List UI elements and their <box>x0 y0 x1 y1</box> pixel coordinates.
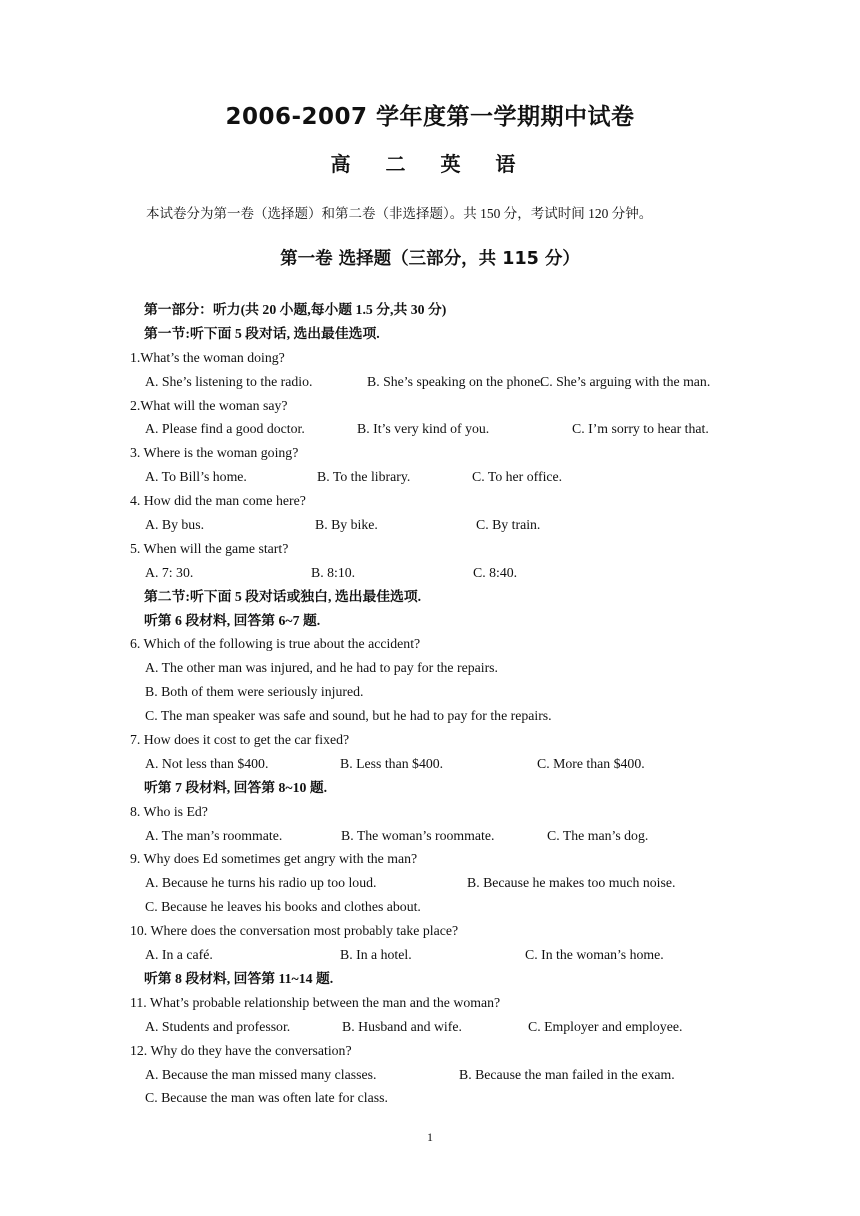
section-heading: 听第 7 段材料, 回答第 8~10 题. <box>144 779 328 795</box>
page-number: 1 <box>427 1130 433 1144</box>
answer-option-b: B. By bike. <box>315 517 378 533</box>
answer-option: C. Because he leaves his books and clothes about. <box>145 899 421 915</box>
answer-options-row <box>130 871 770 895</box>
answer-option-c: C. To her office. <box>472 469 563 485</box>
answer-option-a: A. She’s listening to the radio. <box>145 373 313 389</box>
answer-option-a: A. Not less than $400. <box>145 755 269 771</box>
answer-option-a: A. By bus. <box>145 517 205 533</box>
question-stem: 9. Why does Ed sometimes get angry with the man? <box>130 851 418 867</box>
answer-options-row <box>130 370 770 394</box>
section-heading: 听第 6 段材料, 回答第 6~7 题. <box>144 612 321 628</box>
answer-option-c: C. In the woman’s home. <box>525 947 664 963</box>
answer-option-a: A. Students and professor. <box>145 1018 291 1034</box>
answer-options-row <box>130 943 770 967</box>
answer-option-b: B. Husband and wife. <box>342 1018 462 1034</box>
answer-option-b: B. To the library. <box>317 469 411 485</box>
question-stem: 12. Why do they have the conversation? <box>130 1042 352 1058</box>
exam-subject: 高 二 英 语 <box>330 152 530 176</box>
answer-option-a: A. The man’s roommate. <box>145 827 283 843</box>
answer-options-row <box>130 824 770 848</box>
answer-options-row <box>130 1015 770 1039</box>
answer-option-c: C. By train. <box>476 517 541 533</box>
answer-options-row <box>130 1063 770 1087</box>
answer-option: C. The man speaker was safe and sound, but he had to pay for the repairs. <box>145 708 552 724</box>
section-heading: 听第 8 段材料, 回答第 11~14 题. <box>144 970 334 986</box>
answer-option: A. The other man was injured, and he had to pay for the repairs. <box>145 660 498 676</box>
answer-options-row <box>130 513 770 537</box>
answer-option-b: B. In a hotel. <box>340 947 412 963</box>
answer-option-b: B. Less than $400. <box>340 755 444 771</box>
question-stem: 1.What’s the woman doing? <box>130 349 285 365</box>
question-stem: 8. Who is Ed? <box>130 803 208 819</box>
answer-option-b: B. It’s very kind of you. <box>357 421 490 437</box>
answer-option: B. Both of them were seriously injured. <box>145 684 364 700</box>
question-stem: 3. Where is the woman going? <box>130 445 299 461</box>
answer-option-a: A. 7: 30. <box>145 564 194 580</box>
answer-option-a: A. To Bill’s home. <box>145 469 247 485</box>
section-heading: 第二节:听下面 5 段对话或独白, 选出最佳选项. <box>144 588 422 604</box>
answer-option-a: A. Please find a good doctor. <box>145 421 305 437</box>
answer-option-b: B. Because he makes too much noise. <box>467 875 676 891</box>
question-stem: 2.What will the woman say? <box>130 397 288 413</box>
answer-option-c: C. She’s arguing with the man. <box>540 373 711 389</box>
answer-option: C. Because the man was often late for class. <box>145 1090 388 1106</box>
question-stem: 11. What’s probable relationship between the man and the woman? <box>130 994 501 1010</box>
exam-title: 2006-2007 学年度第一学期期中试卷 <box>225 104 635 130</box>
answer-option-b: B. The woman’s roommate. <box>341 827 495 843</box>
section-heading: 第一部分：听力(共 20 小题,每小题 1.5 分,共 30 分) <box>144 302 447 317</box>
exam-intro: 本试卷分为第一卷（选择题）和第二卷（非选择题）。共 150 分，考试时间 120 分钟。 <box>146 206 653 221</box>
volume-heading: 第一卷 选择题（三部分，共 115 分） <box>280 249 580 269</box>
answer-option-b: B. 8:10. <box>311 564 356 580</box>
answer-option-a: A. Because he turns his radio up too loud. <box>145 875 377 891</box>
question-stem: 5. When will the game start? <box>130 540 289 556</box>
answer-options-row <box>130 561 770 585</box>
question-stem: 4. How did the man come here? <box>130 493 306 509</box>
question-stem: 10. Where does the conversation most probably take place? <box>130 923 459 939</box>
answer-option-c: C. The man’s dog. <box>547 827 649 843</box>
answer-options-row <box>130 752 770 776</box>
answer-options-row <box>130 465 770 489</box>
answer-option-c: C. 8:40. <box>473 564 518 580</box>
answer-option-a: A. In a café. <box>145 947 213 963</box>
section-heading: 第一节:听下面 5 段对话, 选出最佳选项. <box>144 325 380 341</box>
question-body <box>130 298 770 1110</box>
answer-option-b: B. She’s speaking on the phone. <box>367 373 544 389</box>
answer-option-c: C. More than $400. <box>537 755 645 771</box>
answer-options-row <box>130 417 770 441</box>
question-stem: 7. How does it cost to get the car fixed? <box>130 732 350 748</box>
answer-option-c: C. Employer and employee. <box>528 1018 683 1034</box>
question-stem: 6. Which of the following is true about the accident? <box>130 636 421 652</box>
answer-option-c: C. I’m sorry to hear that. <box>572 421 709 437</box>
answer-option-b: B. Because the man failed in the exam. <box>459 1066 675 1082</box>
answer-option-a: A. Because the man missed many classes. <box>145 1066 377 1082</box>
